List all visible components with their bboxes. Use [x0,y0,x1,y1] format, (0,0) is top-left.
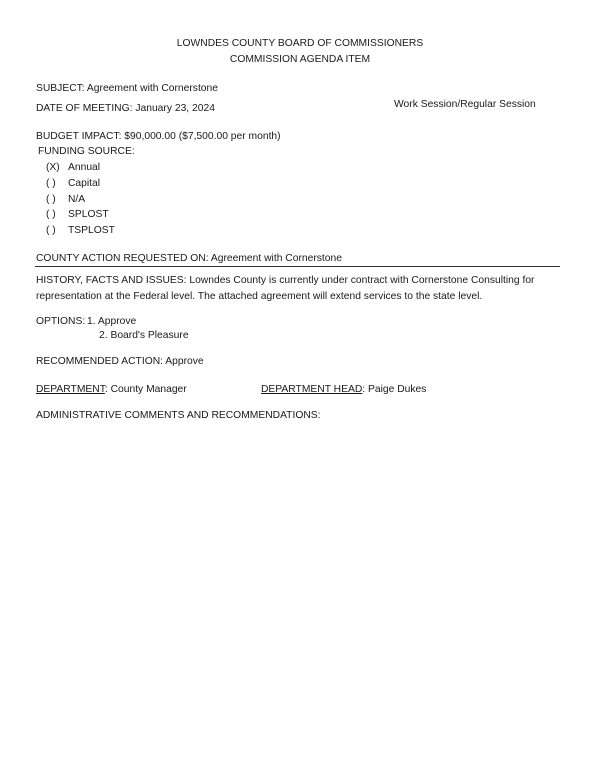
department-value: : County Manager [104,384,187,395]
header-title: LOWNDES COUNTY BOARD OF COMMISSIONERS [176,38,424,49]
option-1: 1. Approve [87,316,137,327]
funding-mark-splost: ( ) [46,209,56,220]
administrative-comments: ADMINISTRATIVE COMMENTS AND RECOMMENDATIONS: [36,410,321,421]
department-head [261,383,426,396]
county-action-requested: COUNTY ACTION REQUESTED ON: Agreement with Cornerstone [36,253,342,264]
department-head-value: : Paige Dukes [362,384,427,395]
header-subtitle: COMMISSION AGENDA ITEM [229,54,371,65]
session-type: Work Session/Regular Session [394,99,536,110]
funding-option-tsplost: TSPLOST [68,225,115,236]
option-2: 2. Board's Pleasure [99,330,189,341]
subject: SUBJECT: Agreement with Cornerstone [36,83,218,94]
department-label: DEPARTMENT [36,384,105,395]
department [36,383,187,396]
department-head-label: DEPARTMENT HEAD [261,384,363,395]
options-label: OPTIONS: [36,316,86,327]
funding-mark-tsplost: ( ) [46,225,56,236]
funding-mark-capital: ( ) [46,178,56,189]
recommended-action: RECOMMENDED ACTION: Approve [36,356,204,367]
funding-option-capital: Capital [68,178,101,189]
funding-option-na: N/A [68,194,86,205]
funding-option-splost: SPLOST [68,209,109,220]
funding-mark-na: ( ) [46,194,56,205]
funding-mark-annual: (X) [46,162,60,173]
date-of-meeting: DATE OF MEETING: January 23, 2024 [36,103,215,114]
history-facts-issues: HISTORY, FACTS AND ISSUES: Lowndes County is currently under contract with Cornerstone Consulting for representation at the Federal level. The attached agreement will extend services to the state level. [36,275,535,302]
funding-source-label: FUNDING SOURCE: [38,146,135,157]
budget-impact: BUDGET IMPACT: $90,000.00 ($7,500.00 per month) [36,131,281,142]
divider [35,266,560,267]
funding-option-annual: Annual [68,162,101,173]
